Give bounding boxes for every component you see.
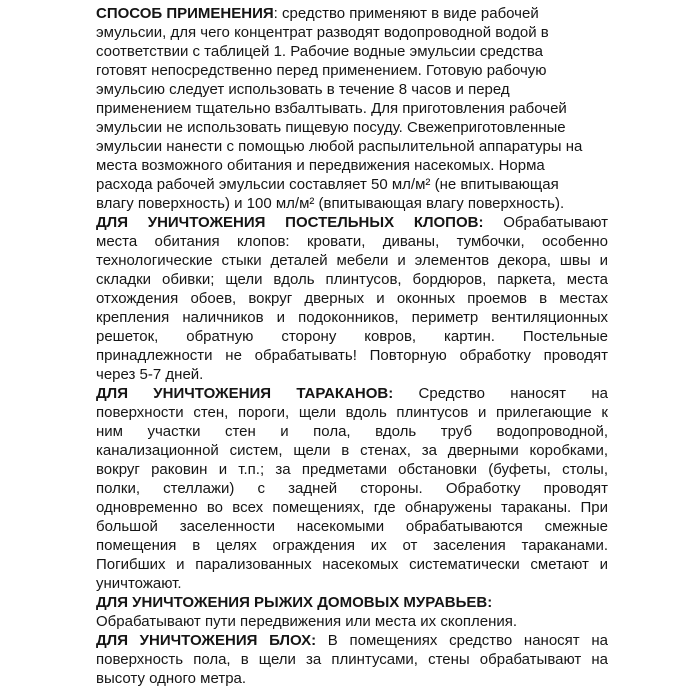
text-line: уничтожают. xyxy=(96,575,182,592)
section-heading-cockroaches: ДЛЯ УНИЧТОЖЕНИЯ ТАРАКАНОВ: xyxy=(96,385,394,402)
section-heading-fleas: ДЛЯ УНИЧТОЖЕНИЯ БЛОХ: xyxy=(96,632,317,649)
text-line: канализационной систем, щели в стенах, за дверными коробками, xyxy=(96,442,608,459)
text-line: влагу поверхность) и 100 мл/м² (впитывающая влагу поверхность). xyxy=(96,195,565,212)
text-line: складки обивки; щели вдоль плинтусов, бордюров, паркета, места xyxy=(96,271,608,288)
text-line: полки, стеллажи) с задней стороны. Обработку проводят xyxy=(96,480,608,497)
section-application-method xyxy=(96,4,608,213)
text-line: Обрабатывают пути передвижения или места их скопления. xyxy=(96,613,518,630)
text-line: ним участки стен и пола, вдоль труб водопроводной, xyxy=(96,423,608,440)
text-line xyxy=(96,631,608,650)
heading-line-rest: В помещениях средство наносят на xyxy=(316,632,608,649)
text-line: поверхности стен, пороги, щели вдоль плинтусов и прилегающие к xyxy=(96,404,608,421)
text-line xyxy=(96,384,608,403)
section-heading-application-method: СПОСОБ ПРИМЕНЕНИЯ xyxy=(96,5,274,22)
section-heading-bed-bugs: ДЛЯ УНИЧТОЖЕНИЯ ПОСТЕЛЬНЫХ КЛОПОВ: xyxy=(96,214,484,231)
text-line xyxy=(96,4,608,23)
text-line: решеток, обратную сторону ковров, картин. Постельные xyxy=(96,328,608,345)
heading-line-rest: Средство наносят на xyxy=(393,385,608,402)
text-line xyxy=(96,213,608,232)
text-line: высоту одного метра. xyxy=(96,670,247,687)
text-line: места обитания клопов: кровати, диваны, тумбочки, особенно xyxy=(96,233,608,250)
text-line: расхода рабочей эмульсии составляет 50 мл/м² (не впитывающая xyxy=(96,176,559,193)
section-ants xyxy=(96,593,608,631)
text-line: эмульсии не использовать пищевую посуду. Свежеприготовленные xyxy=(96,119,566,136)
heading-line-rest: Обрабатывают xyxy=(483,214,608,231)
section-fleas xyxy=(96,631,608,688)
section-heading-ants: ДЛЯ УНИЧТОЖЕНИЯ РЫЖИХ ДОМОВЫХ МУРАВЬЕВ: xyxy=(96,594,493,611)
text-line: отхождения обоев, вокруг дверных и оконных проемов в местах xyxy=(96,290,608,307)
section-cockroaches xyxy=(96,384,608,593)
text-line: применением тщательно взбалтывать. Для приготовления рабочей xyxy=(96,100,567,117)
text-line: принадлежности не обрабатывать! Повторную обработку проводят xyxy=(96,347,608,364)
heading-line-rest: : средство применяют в виде рабочей xyxy=(273,5,539,22)
text-line: Погибших и парализованных насекомых систематически сметают и xyxy=(96,556,608,573)
text-line: технологические стыки деталей мебели и элементов декора, швы и xyxy=(96,252,608,269)
text-line: места возможного обитания и передвижения насекомых. Норма xyxy=(96,157,545,174)
text-line: готовят непосредственно перед применением. Готовую рабочую xyxy=(96,62,547,79)
text-line: помещения в целях ограждения их от заселения тараканами. xyxy=(96,537,608,554)
text-line: вокруг раковин и т.п.; за предметами обстановки (буфеты, столы, xyxy=(96,461,608,478)
text-line: одновременно во всех помещениях, где обнаружены тараканы. При xyxy=(96,499,608,516)
text-line xyxy=(96,593,608,612)
section-bed-bugs xyxy=(96,213,608,384)
text-line: эмульсии нанести с помощью любой распылительной аппаратуры на xyxy=(96,138,583,155)
text-line: поверхность пола, в щели за плинтусами, стены обрабатывают на xyxy=(96,651,608,668)
text-line: соответствии с таблицей 1. Рабочие водные эмульсии средства xyxy=(96,43,543,60)
text-line: эмульсии, для чего концентрат разводят водопроводной водой в xyxy=(96,24,549,41)
text-line: большой заселенности насекомыми обрабатываются смежные xyxy=(96,518,608,535)
text-line: через 5-7 дней. xyxy=(96,366,204,383)
text-line: крепления наличников и подоконников, периметр вентиляционных xyxy=(96,309,608,326)
text-line: эмульсию следует использовать в течение 8 часов и перед xyxy=(96,81,510,98)
